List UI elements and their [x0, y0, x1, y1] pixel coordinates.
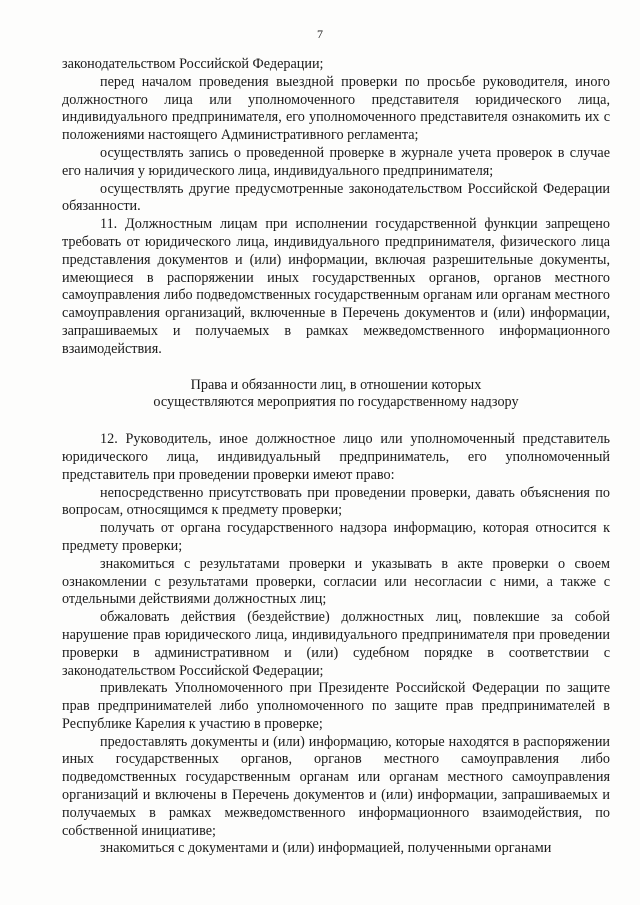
- paragraph: непосредственно присутствовать при проведении проверки, давать объяснения по вопросам, относящимся к предмету проверки;: [62, 484, 610, 519]
- paragraph: осуществлять другие предусмотренные законодательством Российской Федерации обязанности.: [62, 180, 610, 215]
- paragraph-group-top: [62, 56, 610, 359]
- paragraph: предоставлять документы и (или) информацию, которые находятся в распоряжении иных государственных органов, органов местного самоуправления либо подведомственных государственным органам или органам местного самоуправления организаций и включены в Перечень документов и (или) информации, запрашиваемых и получаемых в рамках межведомственного информационного взаимодействия, по собственной инициативе;: [62, 733, 610, 839]
- paragraph: перед началом проведения выездной проверки по просьбе руководителя, иного должностного лица или уполномоченного представителя юридического лица, индивидуального предпринимателя, его уполномоченного представителя ознакомить их с положениями настоящего Административного регламента;: [62, 73, 610, 144]
- section-heading-line: осуществляются мероприятия по государственному надзору: [153, 394, 519, 411]
- paragraph: осуществлять запись о проведенной проверке в журнале учета проверок в случае его наличия у юридического лица, индивидуального предпринимателя;: [62, 144, 610, 179]
- paragraph-item-12: 12. Руководитель, иное должностное лицо или уполномоченный представитель юридического лица, индивидуальный предприниматель, его уполномоченный представитель при проведении проверки имеют право:: [62, 431, 610, 483]
- paragraph: обжаловать действия (бездействие) должностных лиц, повлекшие за собой нарушение прав юридического лица, индивидуального предпринимателя при проведении проверки в административном и (или) судебном порядке в соответствии с законодательством Российской Федерации;: [62, 609, 610, 679]
- document-body: [62, 56, 610, 858]
- paragraph: привлекать Уполномоченного при Президенте Российской Федерации по защите прав предпринимателей либо уполномоченного по защите прав предпринимателей в Республике Карелия к участию в проверке;: [62, 680, 610, 732]
- paragraph: законодательством Российской Федерации;: [62, 56, 324, 72]
- paragraph-group-bottom: [62, 431, 610, 858]
- page-number: 7: [317, 27, 323, 41]
- paragraph: знакомиться с результатами проверки и указывать в акте проверки о своем ознакомлении с результатами проверки, согласии или несогласии с ними, а также с отдельными действиями должностных лиц;: [62, 555, 610, 608]
- paragraph: знакомиться с документами и (или) информацией, полученными органами: [100, 840, 552, 857]
- section-heading: [62, 377, 610, 413]
- paragraph: получать от органа государственного надзора информацию, которая относится к предмету проверки;: [62, 520, 610, 554]
- paragraph-item-11: 11. Должностным лицам при исполнении государственной функции запрещено требовать от юридического лица, индивидуального предпринимателя, физического лица представления документов и (или) информации, включая разрешительные документы, имеющиеся в распоряжении иных государственных органов, органов местного самоуправления либо подведомственных государственным органам или органам местного самоуправления организаций, включенные в Перечень документов и (или) информации, запрашиваемых и получаемых в рамках межведомственного информационного взаимодействия.: [62, 216, 610, 357]
- section-heading-line: Права и обязанности лиц, в отношении которых: [190, 376, 482, 393]
